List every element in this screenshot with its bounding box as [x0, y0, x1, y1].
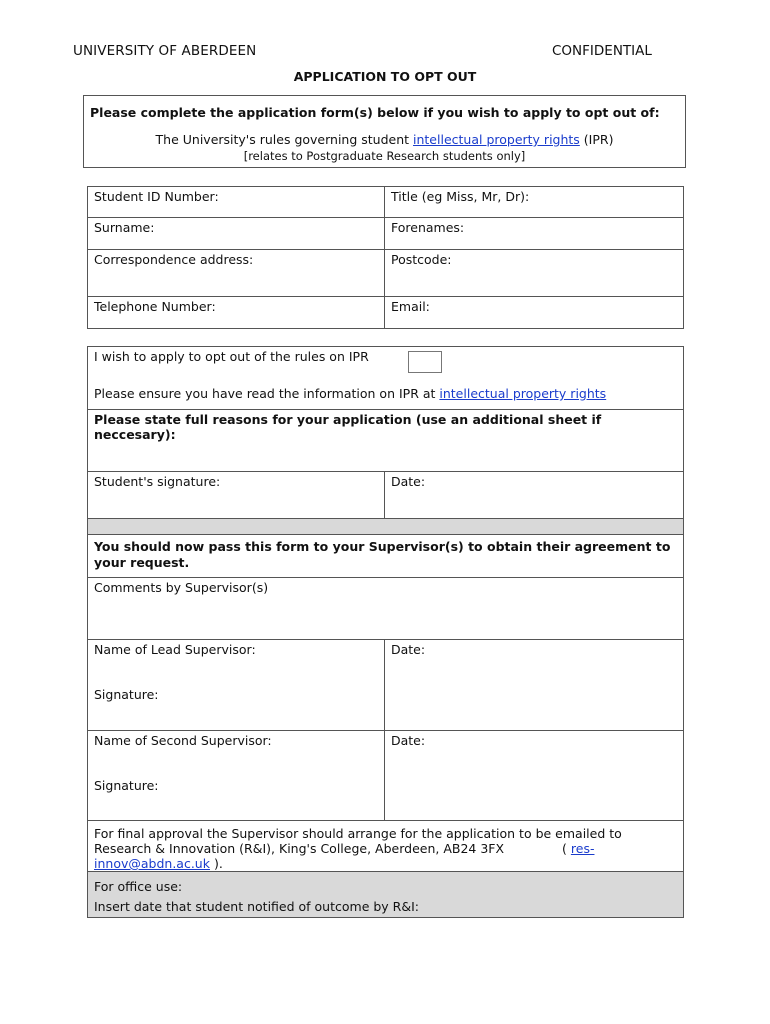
lead-supervisor-name-label: Name of Lead Supervisor: — [94, 642, 256, 657]
application-table — [87, 346, 684, 918]
second-supervisor-field[interactable] — [88, 731, 385, 821]
confidential-label: CONFIDENTIAL — [552, 43, 652, 59]
forenames-field[interactable] — [385, 218, 684, 250]
email-label: Email: — [391, 299, 430, 314]
title-label: Title (eg Miss, Mr, Dr): — [391, 189, 530, 204]
rules-suffix: (IPR) — [579, 132, 614, 147]
second-supervisor-signature-label: Signature: — [94, 778, 159, 793]
opt-out-checkbox[interactable] — [408, 351, 442, 373]
office-use-row — [88, 872, 684, 918]
lead-supervisor-signature-label: Signature: — [94, 687, 159, 702]
second-supervisor-date-field[interactable] — [385, 731, 684, 821]
lead-supervisor-field[interactable] — [88, 640, 385, 731]
supervisor-comments-field[interactable] — [88, 578, 684, 640]
surname-field[interactable] — [88, 218, 385, 250]
student-id-field[interactable] — [88, 187, 385, 218]
postcode-label: Postcode: — [391, 252, 452, 267]
ipr-read-prefix: Please ensure you have read the information on IPR at — [94, 386, 440, 401]
ipr-read-note — [94, 386, 677, 401]
intro-rules-line — [84, 132, 685, 147]
opt-out-row — [88, 347, 684, 410]
postcode-field[interactable] — [385, 250, 684, 297]
ipr-link[interactable]: intellectual property rights — [413, 132, 580, 147]
intro-heading: Please complete the application form(s) below if you wish to apply to opt out of: — [90, 105, 660, 120]
student-signature-label: Student's signature: — [94, 474, 221, 489]
office-use-instruction: Insert date that student notified of outcome by R&I: — [94, 899, 420, 914]
second-supervisor-date-label: Date: — [391, 733, 426, 748]
student-details-table — [87, 186, 684, 329]
student-id-label: Student ID Number: — [94, 189, 219, 204]
lead-supervisor-date-field[interactable] — [385, 640, 684, 731]
student-signature-field[interactable] — [88, 472, 385, 519]
telephone-label: Telephone Number: — [94, 299, 216, 314]
research-email-link[interactable]: res-innov@abdn.ac.uk — [94, 841, 595, 871]
separator-row — [88, 519, 684, 535]
lead-supervisor-date-label: Date: — [391, 642, 426, 657]
ipr-info-link[interactable]: intellectual property rights — [439, 386, 607, 401]
address-field[interactable] — [88, 250, 385, 297]
intro-box — [83, 95, 686, 168]
page-title: APPLICATION TO OPT OUT — [293, 69, 477, 84]
final-approval-text: For final approval the Supervisor should arrange for the application to be emailed to Research & Innovation (R&I), King's College, Aberdeen, AB24 3FX — [94, 826, 622, 856]
title-field[interactable] — [385, 187, 684, 218]
student-date-label: Date: — [391, 474, 426, 489]
telephone-field[interactable] — [88, 297, 385, 329]
student-date-field[interactable] — [385, 472, 684, 519]
supervisor-comments-label: Comments by Supervisor(s) — [94, 580, 269, 595]
surname-label: Surname: — [94, 220, 155, 235]
opt-out-statement: I wish to apply to opt out of the rules on IPR — [94, 349, 369, 364]
supervisor-instruction: You should now pass this form to your Supervisor(s) to obtain their agreement to your request. — [88, 535, 684, 578]
reasons-label: Please state full reasons for your application (use an additional sheet if neccesary): — [94, 412, 602, 442]
office-use-label: For office use: — [94, 879, 183, 894]
final-approval-note — [88, 821, 684, 872]
rules-prefix: The University's rules governing student — [155, 132, 414, 147]
email-close: ). — [209, 856, 223, 871]
email-open: ( — [562, 841, 571, 856]
forenames-label: Forenames: — [391, 220, 465, 235]
email-field[interactable] — [385, 297, 684, 329]
reasons-field[interactable] — [88, 410, 684, 472]
second-supervisor-name-label: Name of Second Supervisor: — [94, 733, 272, 748]
institution-name: UNIVERSITY OF ABERDEEN — [73, 43, 257, 59]
address-label: Correspondence address: — [94, 252, 254, 267]
intro-note: [relates to Postgraduate Research students only] — [243, 149, 526, 163]
